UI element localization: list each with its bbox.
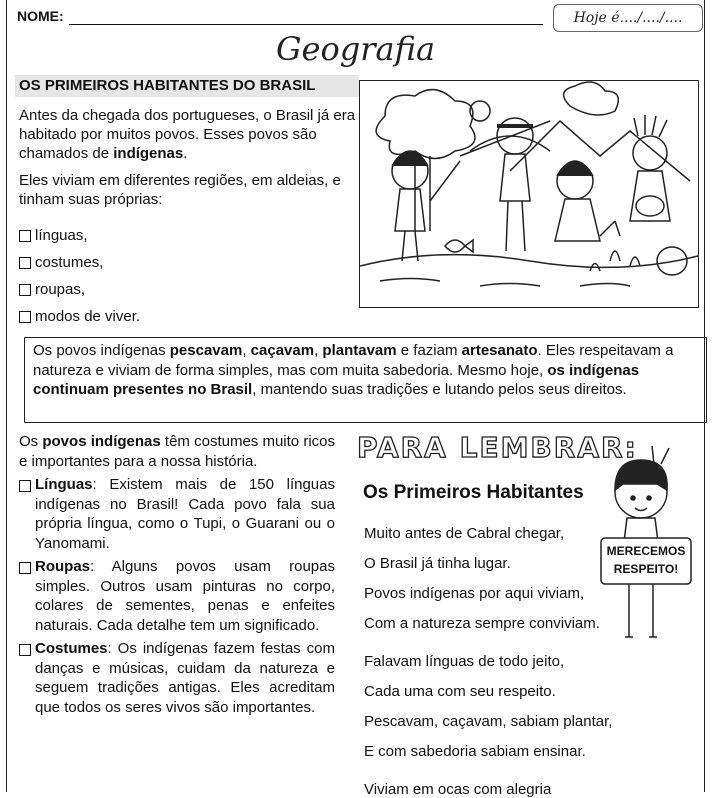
checkbox-icon[interactable]: [19, 257, 31, 269]
intro-paragraph-2: Eles viviam em diferentes regiões, em aldeias, e tinham suas próprias:: [19, 172, 341, 208]
poem-line: Muito antes de Cabral chegar,: [364, 525, 565, 542]
list-item: Roupas: Alguns povos usam roupas simples. Outros usam pinturas no corpo, colares de sementes, penas e enfeites naturais. Cada detalhe tem um significado.: [19, 557, 335, 635]
indigenous-children-illustration: [359, 80, 699, 308]
summary-box: Os povos indígenas pescavam, caçavam, plantavam e faziam artesanato. Eles respeitavam a natureza e viviam de forma simples, mas com muita sabedoria. Mesmo hoje, os indígenas continuam presentes no Brasil, mantendo suas tradições e lutando pelos seus direitos.: [24, 337, 707, 423]
checklist: [19, 222, 140, 330]
poem-line: Cada uma com seu respeito.: [364, 683, 556, 700]
page-title: Geografia: [275, 30, 436, 68]
checkbox-icon[interactable]: [19, 480, 31, 492]
list-item: Costumes: Os indígenas fazem festas com danças e músicas, cuidam da natureza e seguem tradições antigas. Eles acreditam que todos os seres vivos são importantes.: [19, 639, 335, 717]
worksheet-page: [6, 0, 705, 798]
poem-line: Viviam em ocas com alegria: [364, 781, 552, 798]
customs-intro: Os povos indígenas têm costumes muito ricos e importantes para a nossa história.: [19, 433, 336, 470]
indigenous-girl-illustration: [599, 442, 711, 650]
checklist-item[interactable]: línguas,: [19, 222, 140, 249]
checkbox-icon[interactable]: [19, 562, 31, 574]
poem-line: Povos indígenas por aqui viviam,: [364, 585, 585, 602]
customs-text: [19, 432, 335, 721]
list-item: Línguas: Existem mais de 150 línguas indígenas no Brasil! Cada povo fala sua própria língua, como o Tupi, o Guarani ou o Yanomami.: [19, 475, 335, 553]
poem-line: Falavam línguas de todo jeito,: [364, 653, 565, 670]
poem-line: Com a natureza sempre conviviam.: [364, 615, 600, 632]
respect-sign: [605, 542, 687, 578]
name-label: NOME:: [17, 8, 64, 24]
poem-line: Pescavam, caçavam, sabiam plantar,: [364, 713, 613, 730]
name-line[interactable]: [69, 24, 543, 25]
checkbox-icon[interactable]: [19, 644, 31, 656]
checkbox-icon[interactable]: [19, 284, 31, 296]
poem-line: O Brasil já tinha lugar.: [364, 555, 511, 572]
poem-title: Os Primeiros Habitantes: [363, 482, 584, 503]
sign-line-1: MERECEMOS: [606, 544, 686, 558]
checklist-item[interactable]: roupas,: [19, 276, 140, 303]
checklist-item[interactable]: modos de viver.: [19, 303, 140, 330]
checklist-item[interactable]: costumes,: [19, 249, 140, 276]
date-box[interactable]: Hoje é..../..../....: [553, 4, 703, 32]
intro-paragraph-1: Antes da chegada dos portugueses, o Brasil já era habitado por muitos povos. Esses povos são chamados de indígenas.: [19, 107, 356, 162]
sign-line-2: RESPEITO!: [613, 562, 679, 576]
intro-text: [19, 106, 359, 217]
checkbox-icon[interactable]: [19, 230, 31, 242]
section-title: OS PRIMEIROS HABITANTES DO BRASIL: [15, 75, 359, 97]
checkbox-icon[interactable]: [19, 311, 31, 323]
poem-line: E com sabedoria sabiam ensinar.: [364, 743, 586, 760]
para-lembrar-heading: PARA LEMBRAR:: [357, 431, 638, 464]
